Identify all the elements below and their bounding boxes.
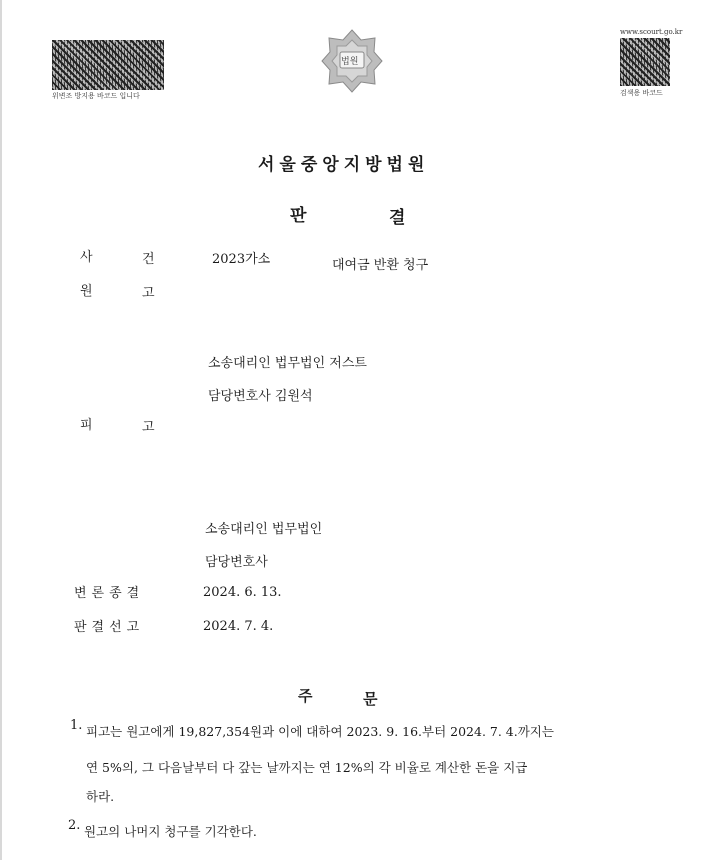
order-item-2-line-1: 원고의 나머지 청구를 기각한다. [84,824,257,839]
defendant-attorney: 소송대리인 법무법인 [205,522,323,537]
verification-barcode [620,38,670,86]
court-name: 서울중앙지방법원 [258,155,430,175]
defendant-lawyer: 담당변호사 [205,555,268,570]
plaintiff-lawyer: 담당변호사 김원석 [208,389,313,404]
case-label-2: 건 [142,252,155,267]
plaintiff-attorney: 소송대리인 법무법인 저스트 [208,356,367,371]
plaintiff-label-2: 고 [142,286,155,301]
order-title-part-1: 주 [298,687,313,705]
hearing-end-date: 2024. 6. 13. [203,585,282,600]
court-seal-label: 법원 [341,57,359,67]
order-item-1-line-1: 피고는 원고에게 19,827,354원과 이에 대하여 2023. 9. 16.부터 2024. 7. 4.까지는 [86,724,554,739]
scan-edge [0,0,2,860]
defendant-label-2: 고 [142,420,155,435]
plaintiff-label-1: 원 [80,284,93,299]
verification-barcode-caption: 검색용 바코드 [620,89,663,97]
judgment-date-label: 판결선고 [74,620,145,635]
order-item-1-number: 1. [70,718,83,733]
case-name: 대여금 반환 청구 [332,258,429,273]
scourt-url: www.scourt.go.kr [620,28,683,36]
defendant-label-1: 피 [80,418,93,433]
order-title-part-2: 문 [363,690,378,708]
anti-forgery-barcode [52,40,164,90]
case-number: 2023가소 [212,252,271,267]
case-label-1: 사 [80,250,93,265]
order-item-2-number: 2. [68,818,81,833]
order-item-1-line-3: 하라. [86,789,115,804]
document-title-part-1: 판 [290,206,307,226]
judgment-date: 2024. 7. 4. [203,619,274,634]
order-item-1-line-2: 연 5%의, 그 다음날부터 다 갚는 날까지는 연 12%의 각 비율로 계산한 돈을 지급 [86,760,528,775]
document-title-part-2: 결 [389,208,406,228]
anti-forgery-barcode-caption: 위변조 방지용 바코드 입니다 [52,92,140,100]
hearing-end-label: 변론종결 [74,586,145,601]
